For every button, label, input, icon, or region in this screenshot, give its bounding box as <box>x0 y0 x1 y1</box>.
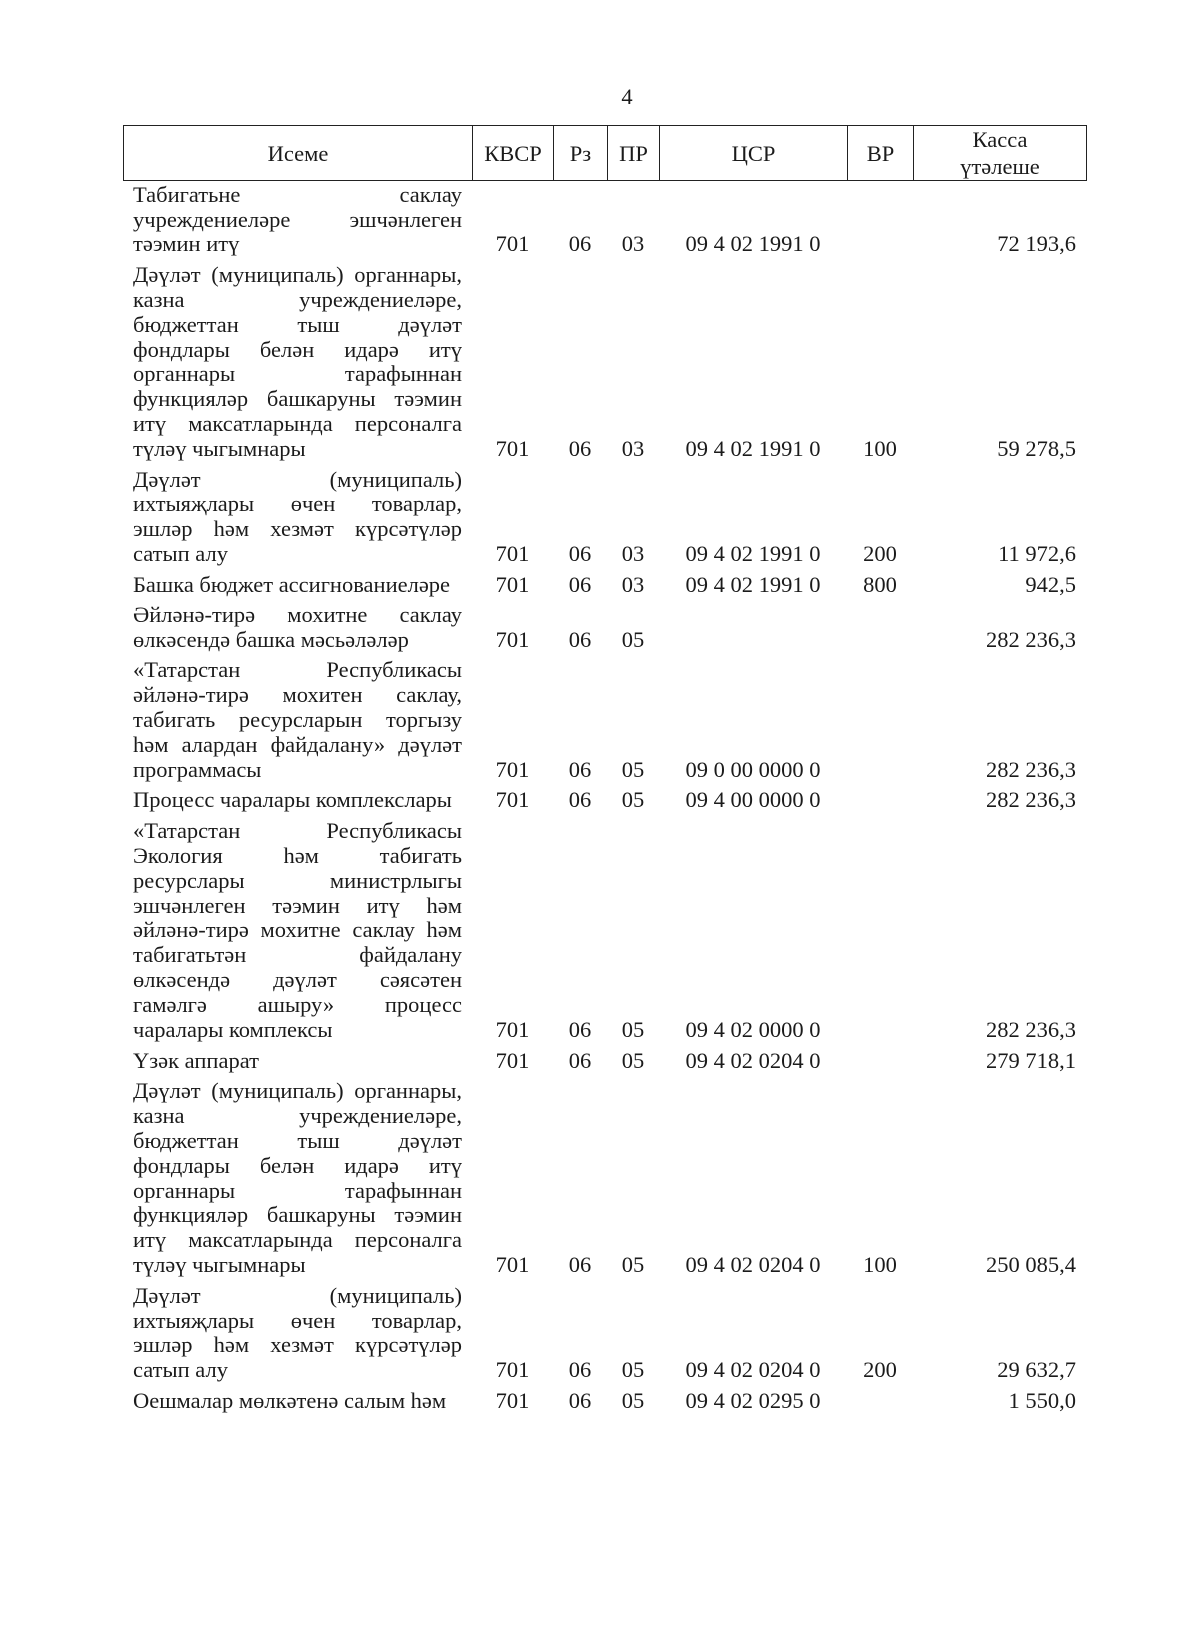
table-row <box>123 263 1087 462</box>
table-row <box>123 1284 1087 1384</box>
row-name <box>123 468 472 568</box>
rz-cell: 06 <box>568 436 592 462</box>
row-name-line: эшчәнлеген тәэмин итү һәм <box>133 892 462 918</box>
row-name-line: Башка бюджет ассигнованиеләре <box>133 571 451 597</box>
csr-cell: 09 0 00 0000 0 <box>685 757 821 783</box>
row-name <box>123 183 472 258</box>
row-name <box>123 263 472 462</box>
row-name-line: әйләнә-тирә мохитне саклау һәм <box>133 917 462 943</box>
rz-cell: 06 <box>568 787 592 813</box>
pr-cell: 03 <box>621 436 645 462</box>
row-name-line: ихтыяҗлары өчен товарлар, <box>133 491 462 517</box>
csr-cell: 09 4 02 0204 0 <box>685 1357 821 1383</box>
amount-cell: 29 632,7 <box>997 1357 1076 1383</box>
header-csr: ЦСР <box>659 126 847 180</box>
kvsr-cell: 701 <box>495 627 530 652</box>
row-name-line: Процесс чаралары комплекслары <box>133 787 452 813</box>
row-name-line: функцияләр башкаруны тәэмин <box>133 1202 462 1228</box>
kvsr-cell: 701 <box>495 541 530 567</box>
kvsr-cell: 701 <box>495 1387 530 1413</box>
amount-cell: 250 085,4 <box>986 1252 1076 1278</box>
table-body <box>123 183 1087 1414</box>
rz-cell: 06 <box>568 757 592 783</box>
row-name-line: эшләр һәм хезмәт күрсәтүләр <box>133 516 462 542</box>
table-row <box>123 658 1087 783</box>
amount-cell: 72 193,6 <box>997 231 1076 257</box>
csr-cell: 09 4 02 0204 0 <box>685 1047 821 1073</box>
row-name-line: эшләр һәм хезмәт күрсәтүләр <box>133 1332 462 1358</box>
row-name-line: өлкәсендә дәүләт сәясәтен <box>133 967 462 993</box>
pr-cell: 05 <box>621 787 645 813</box>
pr-cell: 05 <box>621 1252 645 1278</box>
csr-cell: 09 4 02 1991 0 <box>685 436 821 462</box>
pr-cell: 05 <box>621 1047 645 1073</box>
row-name-line: сатып алу <box>133 541 228 567</box>
row-name-line: ресурслары министрлыгы <box>133 867 462 893</box>
row-name-line: бюджеттан тыш дәүләт <box>133 1127 462 1153</box>
row-name-line: Экология һәм табигать <box>133 842 462 868</box>
table-row <box>123 573 1087 598</box>
row-name-line: казна учреждениеләре, <box>133 1102 462 1128</box>
amount-cell: 59 278,5 <box>997 436 1076 462</box>
row-name-line: фондлары белән идарә итү <box>133 1152 462 1178</box>
amount-cell: 282 236,3 <box>986 757 1076 783</box>
rz-cell: 06 <box>568 1017 592 1043</box>
rz-cell: 06 <box>568 1252 592 1278</box>
row-name-line: казна учреждениеләре, <box>133 286 462 312</box>
row-name-line: әйләнә-тирә мохитен саклау, <box>133 682 462 708</box>
table-row <box>123 1389 1087 1414</box>
vr-cell: 200 <box>863 1357 897 1383</box>
amount-cell: 282 236,3 <box>986 627 1076 652</box>
row-name-line: фондлары белән идарә итү <box>133 336 462 362</box>
row-name-line: Оешмалар мөлкәтенә салым һәм <box>133 1387 447 1413</box>
table-row <box>123 1049 1087 1074</box>
amount-cell: 282 236,3 <box>986 787 1076 813</box>
row-name <box>123 819 472 1043</box>
row-name-line: тәэмин итү <box>133 231 240 257</box>
row-name-line: учреждениеләре эшчәнлеген <box>133 206 462 232</box>
vr-cell: 800 <box>863 571 897 597</box>
amount-cell: 942,5 <box>1025 571 1076 597</box>
header-vr: ВР <box>847 126 913 180</box>
kvsr-cell: 701 <box>495 1017 530 1043</box>
row-name-line: түләү чыгымнары <box>133 1252 306 1278</box>
row-name-line: Үзәк аппарат <box>133 1047 259 1073</box>
pr-cell: 05 <box>621 627 645 652</box>
row-name <box>123 658 472 783</box>
kvsr-cell: 701 <box>495 436 530 462</box>
table-row <box>123 1079 1087 1278</box>
header-pr: ПР <box>607 126 659 180</box>
row-name-line: сатып алу <box>133 1357 228 1383</box>
row-name-line: Әйләнә-тирә мохитне саклау <box>133 602 462 628</box>
kvsr-cell: 701 <box>495 1357 530 1383</box>
table-row <box>123 819 1087 1043</box>
amount-cell: 11 972,6 <box>998 541 1076 567</box>
row-name-line: Дәүләт (муниципаль) органнары, <box>133 1077 462 1103</box>
amount-cell: 282 236,3 <box>986 1017 1076 1043</box>
row-name-line: гамәлгә ашыру» процесс <box>133 992 462 1018</box>
csr-cell: 09 4 02 0000 0 <box>685 1017 821 1043</box>
row-name-line: Дәүләт (муниципаль) <box>133 466 462 492</box>
page-number: 4 <box>621 84 633 109</box>
kvsr-cell: 701 <box>495 787 530 813</box>
header-rz: Рз <box>553 126 607 180</box>
pr-cell: 05 <box>621 1387 645 1413</box>
vr-cell: 100 <box>863 436 897 462</box>
rz-cell: 06 <box>568 1047 592 1073</box>
kvsr-cell: 701 <box>495 1252 530 1278</box>
row-name-line: органнары тарафыннан <box>133 361 462 387</box>
row-name <box>123 788 472 813</box>
row-name-line: ихтыяҗлары өчен товарлар, <box>133 1307 462 1333</box>
row-name-line: функцияләр башкаруны тәэмин <box>133 386 462 412</box>
row-name-line: табигать ресурсларын торгызу <box>133 707 462 733</box>
header-name: Исеме <box>267 140 329 166</box>
header-kvsr: КВСР <box>472 126 553 180</box>
row-name-line: табигатьтән файдалану <box>133 942 462 968</box>
csr-cell: 09 4 02 1991 0 <box>685 571 821 597</box>
pr-cell: 05 <box>621 757 645 783</box>
table-row <box>123 603 1087 653</box>
header-amount-label: Касса үтәлеше <box>960 127 1040 179</box>
pr-cell: 05 <box>621 1357 645 1383</box>
csr-cell: 09 4 02 0295 0 <box>685 1387 821 1413</box>
pr-cell: 03 <box>621 571 645 597</box>
kvsr-cell: 701 <box>495 1047 530 1073</box>
rz-cell: 06 <box>568 1387 592 1413</box>
row-name-line: органнары тарафыннан <box>133 1177 462 1203</box>
row-name-line: Дәүләт (муниципаль) <box>133 1282 462 1308</box>
pr-cell: 03 <box>621 541 645 567</box>
kvsr-cell: 701 <box>495 757 530 783</box>
row-name-line: түләү чыгымнары <box>133 436 306 462</box>
row-name-line: һәм алардан файдалану» дәүләт <box>133 732 462 758</box>
row-name <box>123 573 472 598</box>
rz-cell: 06 <box>568 571 592 597</box>
table-row <box>123 788 1087 813</box>
pr-cell: 05 <box>621 1017 645 1043</box>
row-name <box>123 603 472 653</box>
row-name <box>123 1284 472 1384</box>
row-name-line: программасы <box>133 757 262 783</box>
amount-cell: 1 550,0 <box>1008 1387 1076 1413</box>
row-name-line: Дәүләт (муниципаль) органнары, <box>133 261 462 287</box>
csr-cell: 09 4 02 1991 0 <box>685 541 821 567</box>
vr-cell: 100 <box>863 1252 897 1278</box>
row-name-line: чаралары комплексы <box>133 1017 333 1043</box>
pr-cell: 03 <box>621 231 645 257</box>
vr-cell: 200 <box>863 541 897 567</box>
table-row <box>123 183 1087 258</box>
rz-cell: 06 <box>568 541 592 567</box>
row-name-line: «Татарстан Республикасы <box>133 657 462 683</box>
row-name <box>123 1079 472 1278</box>
row-name-line: итү максатларында персоналга <box>133 1227 462 1253</box>
rz-cell: 06 <box>568 1357 592 1383</box>
row-name <box>123 1389 472 1414</box>
row-name-line: өлкәсендә башка мәсьәләләр <box>133 627 409 652</box>
table-header <box>123 125 1087 181</box>
row-name-line: Табигатьне саклау <box>133 181 462 207</box>
row-name-line: итү максатларында персоналга <box>133 411 462 437</box>
csr-cell: 09 4 02 0204 0 <box>685 1252 821 1278</box>
csr-cell: 09 4 02 1991 0 <box>685 231 821 257</box>
header-amount <box>913 126 1086 180</box>
rz-cell: 06 <box>568 627 592 652</box>
kvsr-cell: 701 <box>495 231 530 257</box>
amount-cell: 279 718,1 <box>986 1047 1076 1073</box>
row-name <box>123 1049 472 1074</box>
row-name-line: «Татарстан Республикасы <box>133 817 462 843</box>
table-row <box>123 468 1087 568</box>
csr-cell: 09 4 00 0000 0 <box>685 787 821 813</box>
row-name-line: бюджеттан тыш дәүләт <box>133 311 462 337</box>
rz-cell: 06 <box>568 231 592 257</box>
kvsr-cell: 701 <box>495 571 530 597</box>
